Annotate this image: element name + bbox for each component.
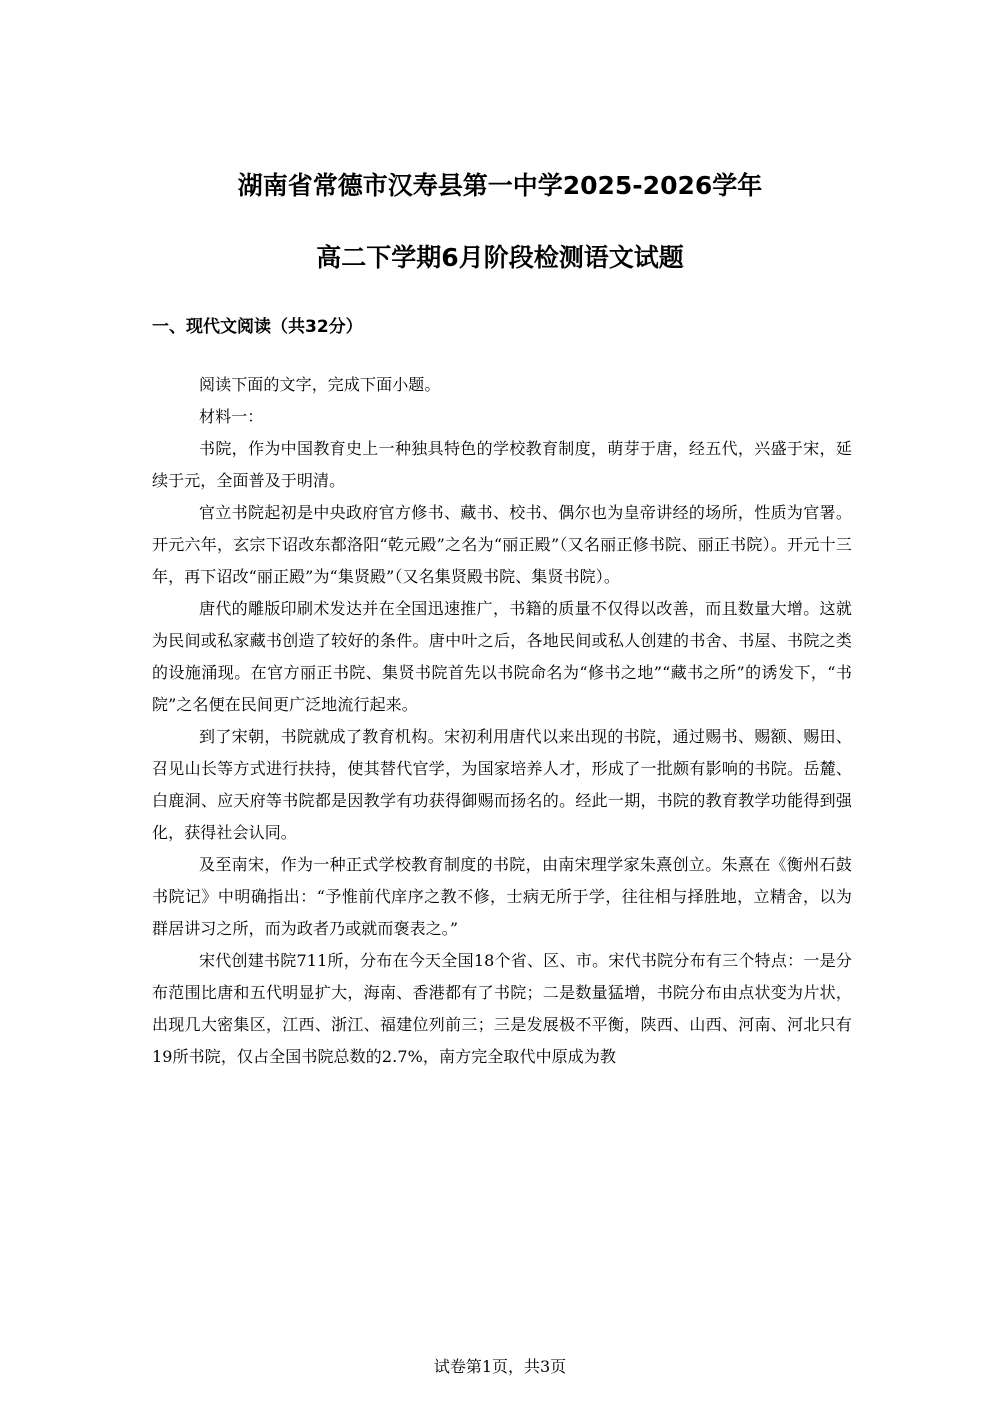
passage-paragraph: 及至南宋，作为一种正式学校教育制度的书院，由南宋理学家朱熹创立。朱熹在《衡州石鼓书院记》中明确指出：“予惟前代庠序之教不修，士病无所于学，往往相与择胜地，立精舍，以为群居讲习之所，而为政者乃或就而褒表之。” <box>152 855 852 938</box>
section-heading: 一、现代文阅读（共32分） <box>152 317 363 337</box>
document-title-line-2: 高二下学期6月阶段检测语文试题 <box>316 243 684 272</box>
page-footer: 试卷第1页，共3页 <box>433 1357 567 1376</box>
reading-passage <box>152 369 852 1073</box>
passage-paragraph: 唐代的雕版印刷术发达并在全国迅速推广，书籍的质量不仅得以改善，而且数量大增。这就为民间或私家藏书创造了较好的条件。唐中叶之后，各地民间或私人创建的书舍、书屋、书院之类的设施涌现。在官方丽正书院、集贤书院首先以书院命名为“修书之地”“藏书之所”的诱发下，“书院”之名便在民间更广泛地流行起来。 <box>152 599 852 714</box>
instruction-paragraph: 阅读下面的文字，完成下面小题。 <box>199 375 441 394</box>
passage-paragraph: 官立书院起初是中央政府官方修书、藏书、校书、偶尔也为皇帝讲经的场所，性质为官署。开元六年，玄宗下诏改东都洛阳“乾元殿”之名为“丽正殿”（又名丽正修书院、丽正书院）。开元十三年，再下诏改“丽正殿”为“集贤殿”（又名集贤殿书院、集贤书院）。 <box>152 503 852 586</box>
material-label: 材料一： <box>199 407 264 426</box>
document-title-line-1: 湖南省常德市汉寿县第一中学2025-2026学年 <box>237 171 763 200</box>
passage-paragraph: 书院，作为中国教育史上一种独具特色的学校教育制度，萌芽于唐，经五代，兴盛于宋，延续于元，全面普及于明清。 <box>152 439 852 490</box>
passage-paragraph: 宋代创建书院711所，分布在今天全国18个省、区、市。宋代书院分布有三个特点：一是分布范围比唐和五代明显扩大，海南、香港都有了书院；二是数量猛增，书院分布由点状变为片状，出现几大密集区，江西、浙江、福建位列前三；三是发展极不平衡，陕西、山西、河南、河北只有19所书院，仅占全国书院总数的2.7%，南方完全取代中原成为教 <box>152 951 852 1066</box>
passage-paragraph: 到了宋朝，书院就成了教育机构。宋初利用唐代以来出现的书院，通过赐书、赐额、赐田、召见山长等方式进行扶持，使其替代官学，为国家培养人才，形成了一批颇有影响的书院。岳麓、白鹿洞、应天府等书院都是因教学有功获得御赐而扬名的。经此一期，书院的教育教学功能得到强化，获得社会认同。 <box>152 727 852 842</box>
